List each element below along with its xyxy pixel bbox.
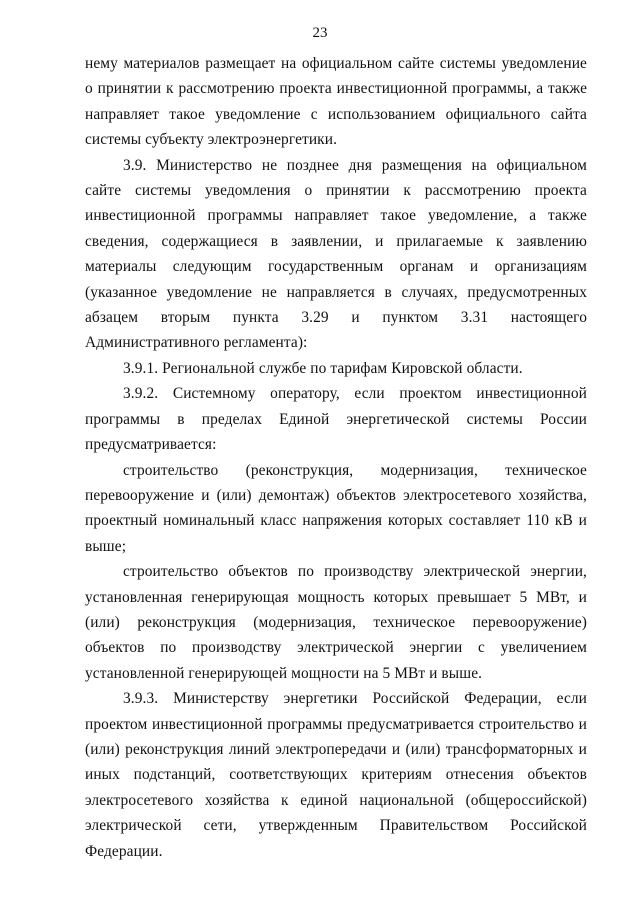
- paragraph-3-9-2: 3.9.2. Системному оператору, если проектом инвестиционной программы в пределах Единой энергетической системы России предусматривается:: [85, 385, 587, 454]
- paragraph-continuation: нему материалов размещает на официальном сайте системы уведомление о принятии к рассмотрению проекта инвестиционной программы, а также направляет такое уведомление с использованием официального сайта системы субъекту электроэнергетики.: [85, 55, 587, 149]
- list-item-grid-construction: строительство (реконструкция, модернизация, техническое перевооружение и (или) демонтаж) объектов электросетевого хозяйства, проектный номинальный класс напряжения которых составляет 110 кВ и выше;: [85, 461, 587, 555]
- paragraph-3-9-1: 3.9.1. Региональной службе по тарифам Кировской области.: [123, 359, 523, 377]
- page-number: 23: [312, 25, 328, 41]
- list-item-generation-construction: строительство объектов по производству электрической энергии, установленная генерирующая мощность которых превышает 5 МВт, и (или) реконструкция (модернизация, техническое перевооружение) объектов по производству электрической энергии с увеличением установленной генерирующей мощности на 5 МВт и выше.: [85, 563, 587, 682]
- document-body: [85, 51, 587, 864]
- paragraph-3-9-3: 3.9.3. Министерству энергетики Российской Федерации, если проектом инвестиционной программы предусматривается строительство и (или) реконструкция линий электропередачи и (или) трансформаторных и иных подстанций, соответствующих критериям отнесения объектов электросетевого хозяйства к единой национальной (общероссийской) электрической сети, утвержденным Правительством Российской Федерации.: [85, 690, 587, 860]
- paragraph-3-9: 3.9. Министерство не позднее дня размещения на официальном сайте системы уведомления о принятии к рассмотрению проекта инвестиционной программы направляет такое уведомление, а также сведения, содержащиеся в заявлении, и прилагаемые к заявлению материалы следующим государственным органам и организациям (указанное уведомление не направляется в случаях, предусмотренных абзацем вторым пункта 3.29 и пунктом 3.31 настоящего Административного регламента):: [85, 156, 587, 352]
